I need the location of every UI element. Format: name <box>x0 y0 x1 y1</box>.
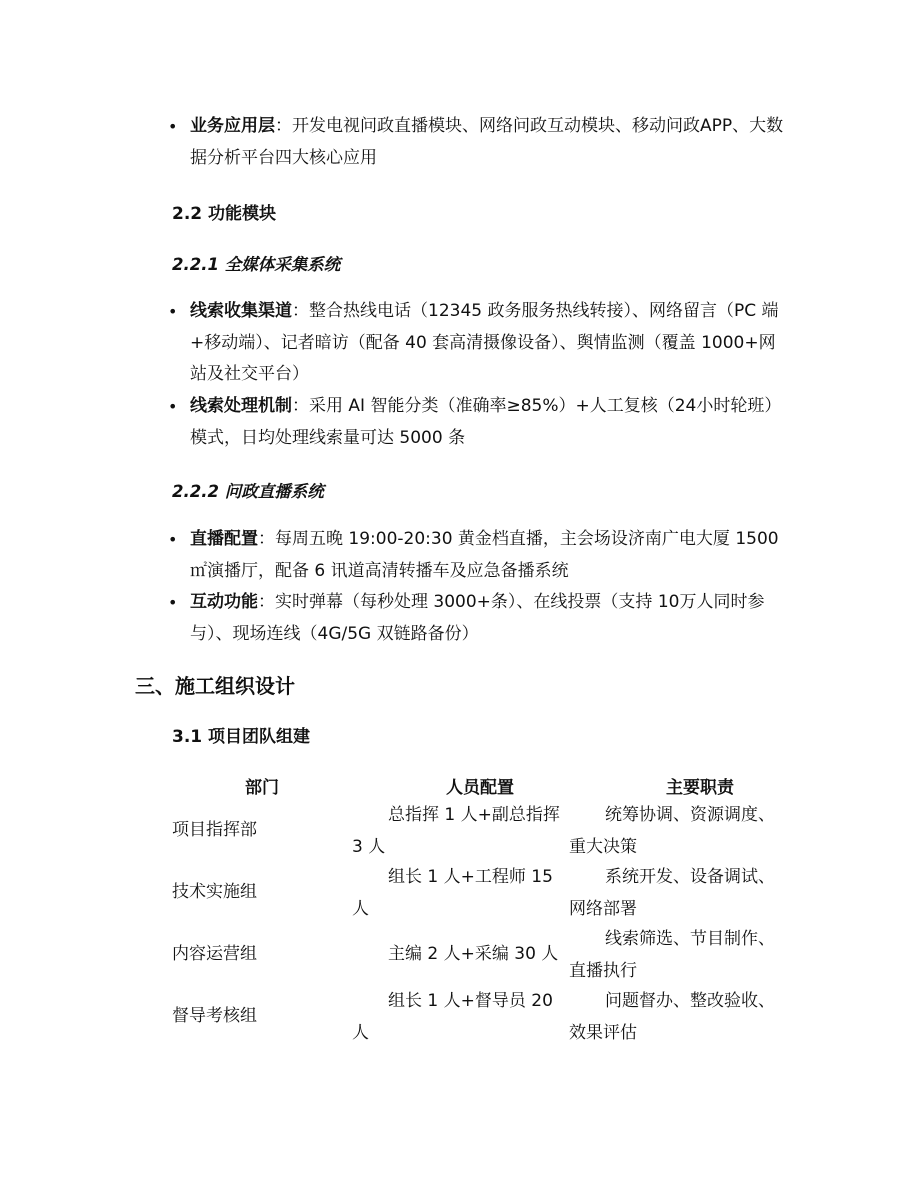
bullet-dot-icon: • <box>168 397 178 416</box>
bullet-dot-icon: • <box>168 302 178 321</box>
bullet-business-layer <box>168 111 790 174</box>
section-2-2-2-heading: 2.2.2 问政直播系统 <box>172 482 324 501</box>
table-header-dept: 部门 <box>245 778 279 798</box>
table-header-duty: 主要职责 <box>666 778 734 798</box>
bullet-text: ：采用 AI 智能分类（准确率≥85%）+人工复核（24小时轮班）模式，日均处理线索量可达 5000 条 <box>190 396 782 448</box>
bullet-text: ：开发电视问政直播模块、网络问政互动模块、移动问政APP、大数据分析平台四大核心应用 <box>190 116 784 168</box>
bullet-live-config <box>168 524 790 587</box>
table-cell-duty: 统筹协调、资源调度、重大决策 <box>569 805 775 857</box>
table-cell-staff: 主编 2 人+采编 30 人 <box>388 944 559 964</box>
bullet-dot-icon: • <box>168 530 178 549</box>
bullet-clue-channels <box>168 296 790 391</box>
table-header-staff: 人员配置 <box>446 778 514 798</box>
table-cell-duty: 问题督办、整改验收、效果评估 <box>569 991 775 1043</box>
table-cell-staff: 组长 1 人+工程师 15 人 <box>352 867 553 919</box>
bullet-label: 直播配置 <box>190 529 258 549</box>
bullet-clue-processing <box>168 391 790 454</box>
bullet-dot-icon: • <box>168 117 178 136</box>
bullet-interaction <box>168 587 790 650</box>
section-2-2-1-heading: 2.2.1 全媒体采集系统 <box>172 255 341 274</box>
table-cell-dept: 项目指挥部 <box>172 820 257 840</box>
bullet-dot-icon: • <box>168 593 178 612</box>
bullet-label: 业务应用层 <box>190 116 275 136</box>
bullet-label: 互动功能 <box>190 592 258 612</box>
bullet-text: ：实时弹幕（每秒处理 3000+条）、在线投票（支持 10万人同时参与）、现场连线（4G/5G 双链路备份） <box>190 592 765 644</box>
table-cell-duty: 系统开发、设备调试、网络部署 <box>569 867 775 919</box>
bullet-text: ：每周五晚 19:00-20:30 黄金档直播，主会场设济南广电大厦 1500㎡演播厅，配备 6 讯道高清转播车及应急备播系统 <box>190 529 779 581</box>
table-cell-dept: 技术实施组 <box>172 882 257 902</box>
table-cell-dept: 内容运营组 <box>172 944 257 964</box>
chapter-3-heading: 三、施工组织设计 <box>135 674 295 698</box>
table-cell-staff: 总指挥 1 人+副总指挥 3 人 <box>352 805 560 857</box>
bullet-text: ：整合热线电话（12345 政务服务热线转接）、网络留言（PC 端+移动端）、记者暗访（配备 40 套高清摄像设备）、舆情监测（覆盖 1000+网站及社交平台） <box>190 301 779 384</box>
section-2-2-heading: 2.2 功能模块 <box>172 204 277 224</box>
bullet-label: 线索收集渠道 <box>190 301 292 321</box>
table-cell-dept: 督导考核组 <box>172 1006 257 1026</box>
section-3-1-heading: 3.1 项目团队组建 <box>172 727 311 747</box>
table-cell-staff: 组长 1 人+督导员 20 人 <box>352 991 553 1043</box>
bullet-label: 线索处理机制 <box>190 396 292 416</box>
table-cell-duty: 线索筛选、节目制作、直播执行 <box>569 929 775 981</box>
